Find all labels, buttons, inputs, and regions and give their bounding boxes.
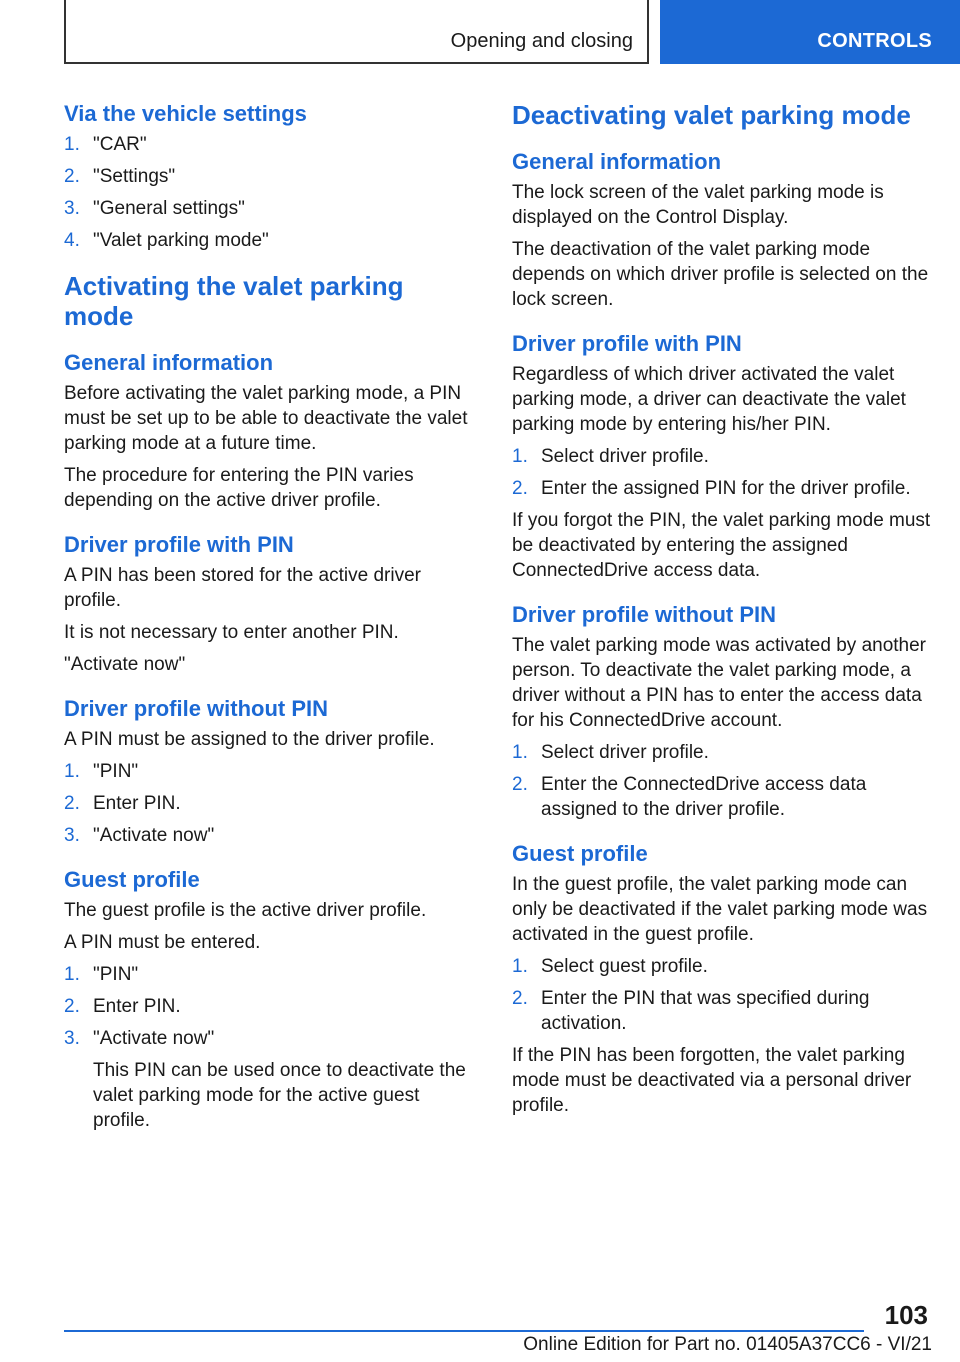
paragraph: Regardless of which driver activated the valet parking mode, a driver can deactivate the valet parking mode by entering his/her PIN. xyxy=(512,364,906,435)
with-pin-steps xyxy=(512,444,932,501)
header-chapter-title: CONTROLS xyxy=(817,30,932,52)
heading-general-info: General information xyxy=(64,350,274,375)
right-column xyxy=(512,100,932,1125)
paragraph: The valet parking mode was activated by another person. To deactivate the valet parking mode, a driver without a PIN has to enter the access data for his ConnectedDrive account. xyxy=(512,635,927,731)
paragraph: It is not necessary to enter another PIN. xyxy=(64,622,399,643)
list-item: 3. "General settings" xyxy=(64,198,245,219)
heading-vehicle-settings: Via the vehicle settings xyxy=(64,101,307,126)
paragraph: In the guest profile, the valet parking mode can only be deactivated if the valet parking mode was activated in the guest profile. xyxy=(512,874,928,945)
list-item: 2. Enter PIN. xyxy=(64,793,181,814)
list-item: 1. Select driver profile. xyxy=(512,446,709,467)
list-item: 2. "Settings" xyxy=(64,166,176,187)
vehicle-settings-steps xyxy=(64,132,474,253)
heading-driver-with-pin: Driver profile with PIN xyxy=(64,532,294,557)
list-item: 1. Select driver profile. xyxy=(512,742,709,763)
page-header xyxy=(0,0,960,66)
header-section-box xyxy=(64,0,649,64)
list-item: 2. Enter the ConnectedDrive access data assigned to the driver profile. xyxy=(512,774,867,820)
paragraph: A PIN has been stored for the active driver profile. xyxy=(64,565,421,611)
paragraph: A PIN must be assigned to the driver profile. xyxy=(64,729,435,750)
paragraph: The procedure for entering the PIN varies depending on the active driver profile. xyxy=(64,465,414,511)
list-item: 2. Enter the PIN that was specified during activation. xyxy=(512,988,870,1034)
heading-driver-without-pin: Driver profile without PIN xyxy=(512,602,777,627)
guest-steps xyxy=(64,962,474,1133)
heading-guest-profile: Guest profile xyxy=(64,867,200,892)
heading-activating: Activating the valet parking mode xyxy=(64,271,404,331)
heading-guest-profile: Guest profile xyxy=(512,841,648,866)
heading-deactivating: Deactivating valet parking mode xyxy=(512,100,911,130)
list-item: 3. "Activate now" This PIN can be used once to deactivate the valet parking mode for the active guest profile. xyxy=(64,1026,474,1133)
footer-divider xyxy=(64,1330,864,1332)
paragraph: The deactivation of the valet parking mode depends on which driver profile is selected on the lock screen. xyxy=(512,239,929,310)
paragraph: Before activating the valet parking mode, a PIN must be set up to be able to deactivate the valet parking mode at a future time. xyxy=(64,383,468,454)
heading-general-info: General information xyxy=(512,149,722,174)
header-chapter-box xyxy=(660,0,960,64)
list-item: 4. "Valet parking mode" xyxy=(64,230,269,251)
list-item: 1. "PIN" xyxy=(64,761,139,782)
guest-pin-note: This PIN can be used once to deactivate the valet parking mode for the active guest profile. xyxy=(93,1060,466,1131)
list-item: 1. Select guest profile. xyxy=(512,956,708,977)
paragraph: "Activate now" xyxy=(64,654,186,675)
guest-steps xyxy=(512,954,932,1036)
page-number: 103 xyxy=(884,1300,928,1330)
left-column xyxy=(64,100,474,1140)
header-section-title: Opening and closing xyxy=(450,30,633,52)
without-pin-steps xyxy=(512,740,932,822)
list-item: 3. "Activate now" xyxy=(64,825,215,846)
heading-driver-without-pin: Driver profile without PIN xyxy=(64,696,329,721)
list-item: 1. "PIN" xyxy=(64,964,139,985)
paragraph: The lock screen of the valet parking mode is displayed on the Control Display. xyxy=(512,182,884,228)
list-item: 2. Enter PIN. xyxy=(64,996,181,1017)
edition-text: Online Edition for Part no. 01405A37CC6 - VI/21 xyxy=(523,1334,932,1355)
list-item: 1. "CAR" xyxy=(64,134,147,155)
paragraph: A PIN must be entered. xyxy=(64,932,261,953)
without-pin-steps xyxy=(64,759,474,848)
paragraph: The guest profile is the active driver profile. xyxy=(64,900,427,921)
list-item: 2. Enter the assigned PIN for the driver profile. xyxy=(512,478,911,499)
heading-driver-with-pin: Driver profile with PIN xyxy=(512,331,742,356)
paragraph: If the PIN has been forgotten, the valet parking mode must be deactivated via a personal driver profile. xyxy=(512,1045,912,1116)
paragraph: If you forgot the PIN, the valet parking mode must be deactivated by entering the assigned ConnectedDrive access data. xyxy=(512,510,931,581)
